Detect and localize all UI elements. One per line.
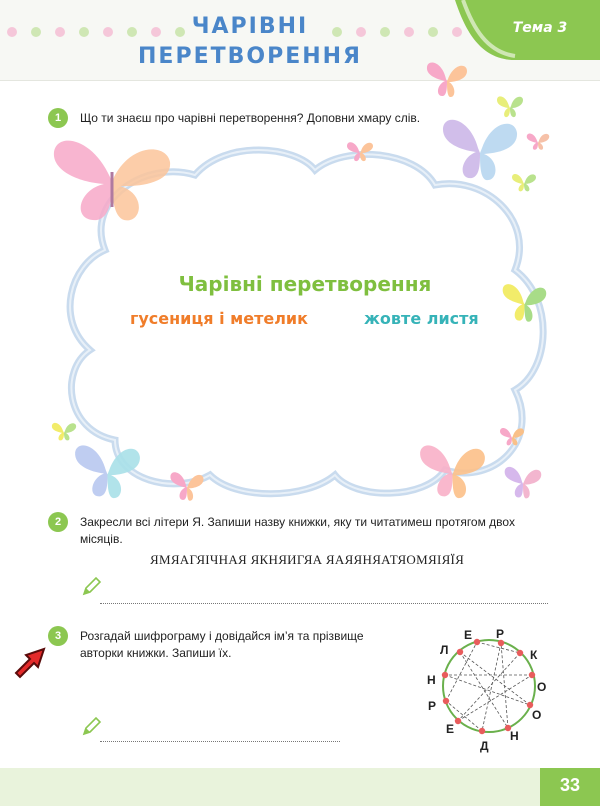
cipher-letter: Е	[464, 628, 473, 642]
task-text-2: Закресли всі літери Я. Запиши назву книжки, яку ти читатимеш протягом двох місяців.	[80, 515, 515, 546]
cloud-word-1: гусениця і метелик	[130, 309, 308, 328]
cipher-letter: Р	[496, 627, 505, 641]
footer-band	[0, 768, 600, 806]
task-number-2: 2	[48, 512, 68, 532]
cloud-title: Чарівні перетворення	[178, 272, 432, 296]
cipher-letter: О	[532, 708, 542, 722]
answer-line-3[interactable]	[100, 741, 340, 742]
cipher-letter: Н	[427, 673, 436, 687]
cipher-letter: Е	[446, 722, 455, 736]
page-title-line2: ПЕРЕТВОРЕННЯ	[138, 44, 362, 69]
page-title-line1: ЧАРІВНІ	[191, 14, 309, 39]
butterfly-green-icon	[510, 170, 538, 194]
butterfly-lilac-icon	[440, 108, 520, 188]
butterfly-pink-icon	[52, 132, 172, 227]
butterfly-pink-bottom-icon	[165, 466, 209, 504]
cipher-letter: Л	[440, 643, 449, 657]
task-text-3: Розгадай шифрограму і довідайся ім’я та прізвище авторки книжки. Запиши їх.	[80, 629, 364, 660]
cipher-letter: Д	[480, 739, 489, 753]
page-number: 33	[559, 775, 581, 795]
butterfly-yellow-icon	[495, 92, 525, 120]
butterfly-pink-right-icon	[525, 128, 551, 154]
butterfly-orange-icon	[415, 435, 490, 505]
page-title	[130, 12, 370, 72]
cipher-string: ЯМЯАГЯІЧНАЯ ЯКНЯИГЯА ЯАЯЯНЯАТЯОМЯІЯЇЯ	[150, 552, 465, 567]
butterfly-blue-icon	[70, 435, 145, 505]
task-number-1: 1	[48, 108, 68, 128]
cloud-word-2: жовте листя	[364, 309, 479, 328]
butterfly-small-pink-2-icon	[345, 138, 375, 164]
cipher-letter: О	[537, 680, 547, 694]
pencil-icon	[80, 576, 102, 598]
task-number-3: 3	[48, 626, 68, 646]
butterfly-small-pink-icon	[424, 55, 470, 101]
theme-tab-label: Тема 3	[512, 20, 568, 36]
task-text-1: Що ти знаєш про чарівні перетворення? Доповни хмару слів.	[80, 111, 421, 125]
answer-line-2[interactable]	[100, 603, 548, 604]
pencil-icon-2	[80, 716, 102, 738]
butterfly-lilac-small-icon	[500, 460, 546, 502]
butterfly-yellow-large-icon	[497, 276, 552, 326]
cipher-letter: Н	[510, 729, 519, 743]
butterfly-orange-small-icon	[498, 424, 526, 448]
cipher-letter: Р	[428, 699, 437, 713]
cipher-letter: К	[530, 648, 538, 662]
arrow-icon	[12, 643, 48, 679]
